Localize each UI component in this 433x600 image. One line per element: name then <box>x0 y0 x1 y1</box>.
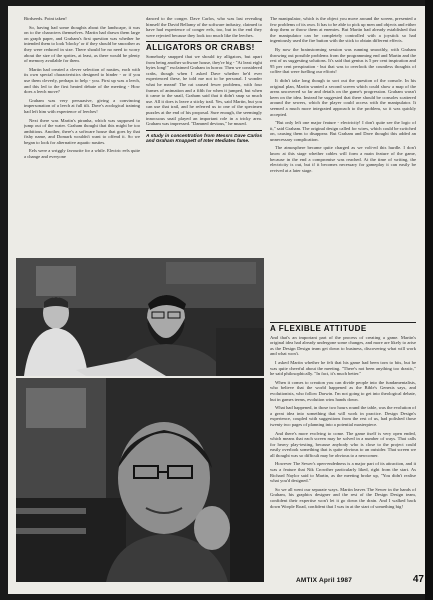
paragraph: It didn't take long though to sort out the question of the console. In his original plan, Martin wanted a second screen which could show a map of the areas uncovered so far and details on the game's progression. Graham wasn't keen on the idea. Instead he suggested that there should be consoles scattered around the sewers, which the player could access with the manipulator. It seemed a much more integrated approach to the problem, so it was quickly accepted. <box>270 77 416 117</box>
divider <box>146 130 262 131</box>
magazine-issue: AMTIX April 1987 <box>296 577 353 584</box>
paragraph: I asked Martin whether he felt that his game had been torn to bits, but he was quite cheerful about the meeting. "There's not been anything too drastic," he said philosophically. "In fact, it's much better." <box>270 359 416 377</box>
section-heading: A FLEXIBLE ATTITUDE <box>270 324 367 333</box>
paragraph: Eels were a wriggly favourite for a while. Electric eels quite a change and everyone <box>24 148 140 160</box>
divider <box>270 322 416 323</box>
divider <box>146 41 262 42</box>
section-heading: ALLIGATORS OR CRABS! <box>146 43 255 53</box>
text-column-1 <box>24 16 140 254</box>
paragraph: By now the brainstorming session was running smoothly, with Graham throwing out possible problems from the programming end and Martin and the rest of us suggesting solutions. It's said that genius is 5 per cent inspiration and 95 per cent perspiration - but that was to overlook the countless thoughts of coffee that were fuelling our efforts! <box>270 46 416 75</box>
paragraph: What had happened, in those two hours round the table, was the evolution of a great idea into something that will work in practice. Design Design's experience, coupled with suggestions from the rest of us, had polished those twenty two pages of planning into a potential masterpiece. <box>270 405 416 427</box>
magazine-page <box>8 6 427 594</box>
paragraph: Martin had created a clever selection of nasties, each with its own special characteristics designed to hinder - or if you use them cleverly, perhaps to help - you. First up was a leech, and this led to the first heated debate of the meeting - How does a leech move? <box>24 66 140 95</box>
page-edge-shadow <box>425 0 433 600</box>
paragraph: So we all went our separate ways. Martin leaves The Sewer in the hands of Graham, his graphics designer and the rest of the Design Design team, confident their expertise won't let it go down the drain. And I walked back down Worple Road, confident that I was in at the start of something big! <box>270 486 416 509</box>
paragraph: And that's an important part of the process of creating a game. Martin's original idea had already undergone some changes, and more are likely to arise as the Design Design team get down to business, discovering what will work and what won't. <box>270 334 416 357</box>
paragraph: Somebody snapped that we should try alligators, but apart from being another software house, they're big - "At least eight bytes long!" exclaimed Graham in horror. Then we considered crabs, though when I asked Dave whether he'd ever experienced these, he told me not to be personal. I wonder what he meant! The rat caused fewer problems, with four frames of animation and a fifth for when it jumped, but when it came to the snail, Graham said that it didn't snap so much use. All it does is leave a sticky trail. Yes, said Martin, but you can use that trail, and he referred us to one of the specimen puzzles at the end of his proposal. Sure enough, the seemingly innocuous snail played an important role in a tricky area. Graham was impressed. "Damned devious," he mused. <box>146 53 262 127</box>
text-column-2 <box>146 16 262 254</box>
text-column-3 <box>270 16 416 308</box>
paragraph: Next there was Martin's piranha, which was supposed to jump out of the water. Graham thought that this might be too ambitious. Another, there's a software house that goes by that fishy name, and Domark wouldn't want to offend it. So we began to look for alternative aquatic nasties. <box>24 117 140 145</box>
text-column-3-lower <box>270 320 416 576</box>
paragraph: danced to the conger. Dave Carlos, who was last revealing himself the David Bellamy of the software industry, claimed to have had experience of conger eels, too, but in the end they were rejected because they look too much like the leeches. <box>146 16 262 38</box>
photo-closeup-graphic <box>16 378 264 582</box>
paragraph: When it comes to creation you can divide people into the fundamentalists, who believe that the world happened as the Bible's Genesis says, and evolutionists, who follow Darwin. I'm not going to get into theological debate, but in games terms, evolution wins hands down. <box>270 379 416 402</box>
paragraph: "But only left one major feature - electricity! I don't quite see the logic of it," said Graham. The original design called for wires, which could be switched on, causing them to disappear. But Graham and Dave thought this added an unnecessary complication. <box>270 120 416 142</box>
photo-meeting-graphic <box>16 258 264 376</box>
paragraph: So, having had some thoughts about the landscape, it was on to the characters themselves. Martin had drawn them large on graph paper, and Graham's first question was whether he intended them to look 'blocky' or if they should be smoother as they were reduced in size. There should be no need to worry about the size of the sprites, at least, as there would be plenty of memory available for them. <box>24 24 140 64</box>
page-footer <box>296 574 424 588</box>
page-number: 47 <box>412 574 424 585</box>
photo-meeting-closeup <box>16 378 264 582</box>
photo-meeting-table <box>16 258 264 376</box>
paragraph: The manipulator, which is the object you move around the screen, presented a few problems of its own. It has to be able to pick up men and objects and either drop them or throw them at enemies. But Martin had already established that the manipulator can be completely controlled with a joystick so had ingeniously used the fire button with the stick to obtain different effects. <box>270 16 416 44</box>
paragraph: Birdseeds. Point taken! <box>24 16 67 21</box>
paragraph: And there's more evolving to come. The game itself is very open ended, which means that each screen may be solved in a number of ways. That calls for heavy play-testing, because anybody who is close to the project could easily overlook something that is quite obvious to an outsider. That screen we all thought was so difficult may be obvious to a newcomer. <box>270 430 416 458</box>
paragraph: Graham was very persuasive, giving a convincing impersonation of a leech at full tilt. Dave's zoological training had left him with experience of leeches! <box>24 97 140 114</box>
photo-caption: A study in concentration from Messrs Dave Carlos and Graham Knappett of Inter Mediates fame. <box>146 133 262 145</box>
paragraph: The atmosphere became quite charged as we volt-ed this hurdle. I don't know at this stage whether cables will form a main feature of the game, because in the end a compromise was reached. At the time of writing, the electricity is out, but if it becomes necessary for gameplay it can easily be revived at a later stage. <box>270 145 416 173</box>
paragraph: However The Sewer's open-endedness is a major part of its attraction, and it was a feature that Nik Crowther particularly liked, right from the start. As Richard Naylor said to Martin, as the meeting broke up, "You didn't realise what you'd designed." <box>270 461 416 484</box>
